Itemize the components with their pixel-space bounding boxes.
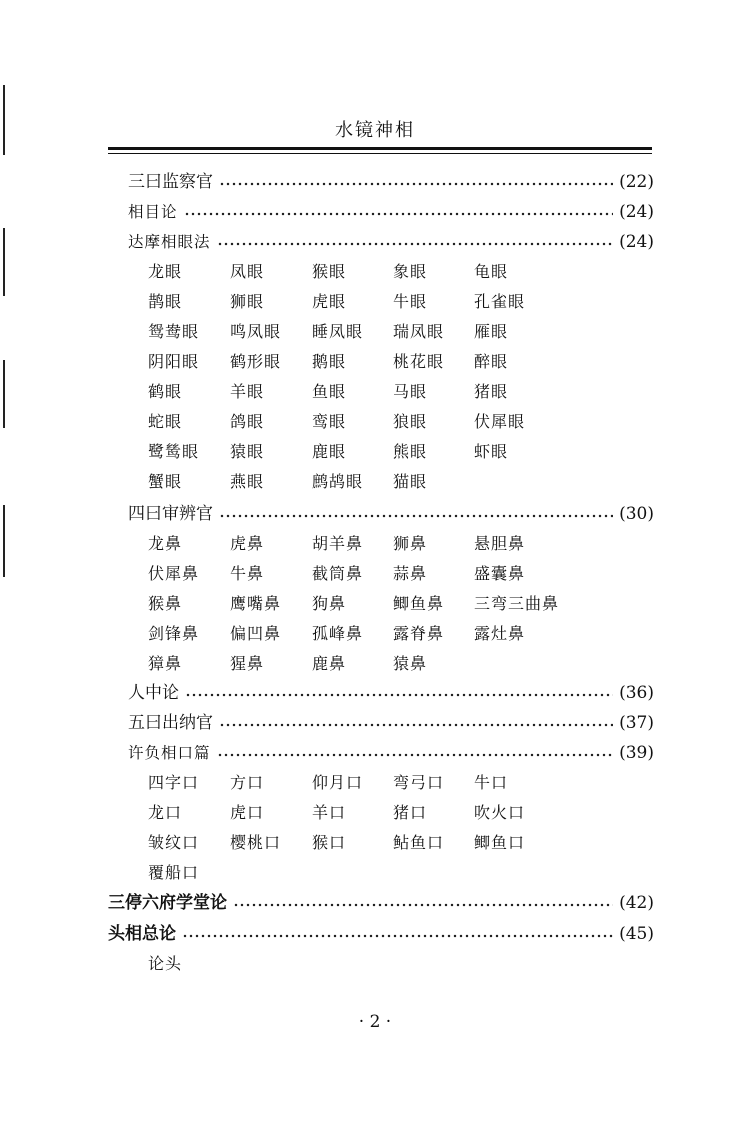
- eye-item: 虎眼: [312, 292, 347, 311]
- nose-item: 伏犀鼻: [148, 564, 200, 583]
- toc-page-ref: (24): [619, 232, 654, 252]
- toc-entry[interactable]: [128, 199, 654, 225]
- toc-entry-title: 三停六府学堂论: [108, 893, 227, 913]
- eye-item: 象眼: [393, 262, 428, 281]
- toc-leader-dots: [217, 229, 614, 255]
- page-number: · 2 ·: [358, 1012, 392, 1032]
- eye-item: 孔雀眼: [474, 292, 526, 311]
- toc-page-ref: (22): [619, 172, 654, 192]
- mouth-item: 仰月口: [312, 773, 364, 792]
- eye-item: 鸾眼: [312, 412, 347, 431]
- toc-page-ref: (42): [619, 893, 654, 913]
- eye-item: 牛眼: [393, 292, 428, 311]
- toc-entry[interactable]: [128, 710, 654, 736]
- nose-item: 悬胆鼻: [474, 534, 526, 553]
- mouth-item: 覆船口: [148, 863, 200, 882]
- toc-entry[interactable]: [128, 229, 654, 255]
- toc-leader-dots: [185, 680, 613, 706]
- toc-leader-dots: [217, 740, 614, 766]
- header-rule-thick: [108, 147, 652, 150]
- toc-chapter-entry[interactable]: [108, 890, 654, 916]
- eye-item: 鹅眼: [312, 352, 347, 371]
- nose-item: 偏凹鼻: [230, 624, 282, 643]
- nose-item: 胡羊鼻: [312, 534, 364, 553]
- eye-item: 瑞凤眼: [393, 322, 445, 341]
- eye-item: 凤眼: [230, 262, 265, 281]
- eye-item: 睡凤眼: [312, 322, 364, 341]
- nose-item: 露灶鼻: [474, 624, 526, 643]
- toc-leader-dots: [219, 169, 613, 195]
- eye-item: 鸽眼: [230, 412, 265, 431]
- toc-leader-dots: [219, 501, 613, 527]
- eye-item: 猿眼: [230, 442, 265, 461]
- toc-entry[interactable]: [128, 680, 654, 706]
- mouth-item: 鲇鱼口: [393, 833, 445, 852]
- eye-item: 鹿眼: [312, 442, 347, 461]
- toc-entry-title: 许负相口篇: [128, 744, 211, 762]
- toc-entry[interactable]: [128, 169, 654, 195]
- mouth-item: 猪口: [393, 803, 428, 822]
- toc-leader-dots: [219, 710, 613, 736]
- scan-edge-mark: [3, 505, 5, 577]
- eye-item: 桃花眼: [393, 352, 445, 371]
- nose-item: 露脊鼻: [393, 624, 445, 643]
- eye-item: 狼眼: [393, 412, 428, 431]
- toc-entry-title: 达摩相眼法: [128, 233, 211, 251]
- toc-entry[interactable]: [128, 740, 654, 766]
- nose-item: 鹰嘴鼻: [230, 594, 282, 613]
- eye-item: 猴眼: [312, 262, 347, 281]
- eye-item: 雁眼: [474, 322, 509, 341]
- toc-page-ref: (39): [619, 743, 654, 763]
- toc-entry-title: 人中论: [128, 683, 179, 703]
- nose-item: 龙鼻: [148, 534, 183, 553]
- mouth-item: 猴口: [312, 833, 347, 852]
- toc-page-ref: (36): [619, 683, 654, 703]
- eye-item: 鹤形眼: [230, 352, 282, 371]
- eye-item: 猫眼: [393, 472, 428, 491]
- eye-item: 醉眼: [474, 352, 509, 371]
- eye-item: 龟眼: [474, 262, 509, 281]
- nose-item: 盛囊鼻: [474, 564, 526, 583]
- nose-item: 孤峰鼻: [312, 624, 364, 643]
- mouth-item: 四字口: [148, 773, 200, 792]
- nose-item: 三弯三曲鼻: [474, 594, 560, 613]
- toc-page-ref: (30): [619, 504, 654, 524]
- mouth-item: 牛口: [474, 773, 509, 792]
- mouth-item: 羊口: [312, 803, 347, 822]
- mouth-item: 方口: [230, 773, 265, 792]
- toc-page-ref: (24): [619, 202, 654, 222]
- nose-item: 獐鼻: [148, 654, 183, 673]
- eye-item: 羊眼: [230, 382, 265, 401]
- eye-item: 鱼眼: [312, 382, 347, 401]
- eye-item: 鹊眼: [148, 292, 183, 311]
- toc-page-ref: (45): [619, 924, 654, 944]
- eye-item: 阴阳眼: [148, 352, 200, 371]
- eye-item: 龙眼: [148, 262, 183, 281]
- scan-edge-mark: [3, 228, 5, 296]
- mouth-item: 虎口: [230, 803, 265, 822]
- nose-item: 虎鼻: [230, 534, 265, 553]
- mouth-item: 樱桃口: [230, 833, 282, 852]
- mouth-item: 皱纹口: [148, 833, 200, 852]
- toc-entry[interactable]: [128, 501, 654, 527]
- nose-item: 鹿鼻: [312, 654, 347, 673]
- running-header-title: 水镜神相: [335, 120, 415, 141]
- toc-entry-title: 五曰出纳官: [128, 713, 213, 733]
- mouth-item: 弯弓口: [393, 773, 445, 792]
- eye-item: 鸳鸯眼: [148, 322, 200, 341]
- scan-edge-mark: [3, 360, 5, 428]
- eye-item: 燕眼: [230, 472, 265, 491]
- eye-item: 熊眼: [393, 442, 428, 461]
- mouth-item: 龙口: [148, 803, 183, 822]
- nose-item: 狗鼻: [312, 594, 347, 613]
- eye-item: 狮眼: [230, 292, 265, 311]
- nose-item: 鲫鱼鼻: [393, 594, 445, 613]
- mouth-item: 吹火口: [474, 803, 526, 822]
- toc-leader-dots: [184, 199, 614, 225]
- eye-item: 猪眼: [474, 382, 509, 401]
- toc-entry-title: 四曰审辨官: [128, 504, 213, 524]
- toc-entry-title: 三曰监察官: [128, 172, 213, 192]
- eye-item: 鹤眼: [148, 382, 183, 401]
- eye-item: 马眼: [393, 382, 428, 401]
- nose-item: 狮鼻: [393, 534, 428, 553]
- header-rule-thin: [108, 153, 652, 154]
- nose-item: 猩鼻: [230, 654, 265, 673]
- nose-item: 剑锋鼻: [148, 624, 200, 643]
- head-item: 论头: [148, 954, 183, 973]
- nose-item: 截筒鼻: [312, 564, 364, 583]
- eye-item: 蛇眼: [148, 412, 183, 431]
- eye-item: 鸣凤眼: [230, 322, 282, 341]
- eye-item: 蟹眼: [148, 472, 183, 491]
- eye-item: 虾眼: [474, 442, 509, 461]
- nose-item: 猿鼻: [393, 654, 428, 673]
- toc-entry-title: 相目论: [128, 203, 178, 221]
- nose-item: 蒜鼻: [393, 564, 428, 583]
- toc-leader-dots: [233, 890, 613, 916]
- nose-item: 猴鼻: [148, 594, 183, 613]
- eye-item: 伏犀眼: [474, 412, 526, 431]
- toc-page-ref: (37): [619, 713, 654, 733]
- toc-leader-dots: [182, 921, 613, 947]
- toc-entry-title: 头相总论: [108, 924, 176, 944]
- eye-item: 鹭鸶眼: [148, 442, 200, 461]
- toc-chapter-entry[interactable]: [108, 921, 654, 947]
- nose-item: 牛鼻: [230, 564, 265, 583]
- eye-item: 鹧鸪眼: [312, 472, 364, 491]
- mouth-item: 鲫鱼口: [474, 833, 526, 852]
